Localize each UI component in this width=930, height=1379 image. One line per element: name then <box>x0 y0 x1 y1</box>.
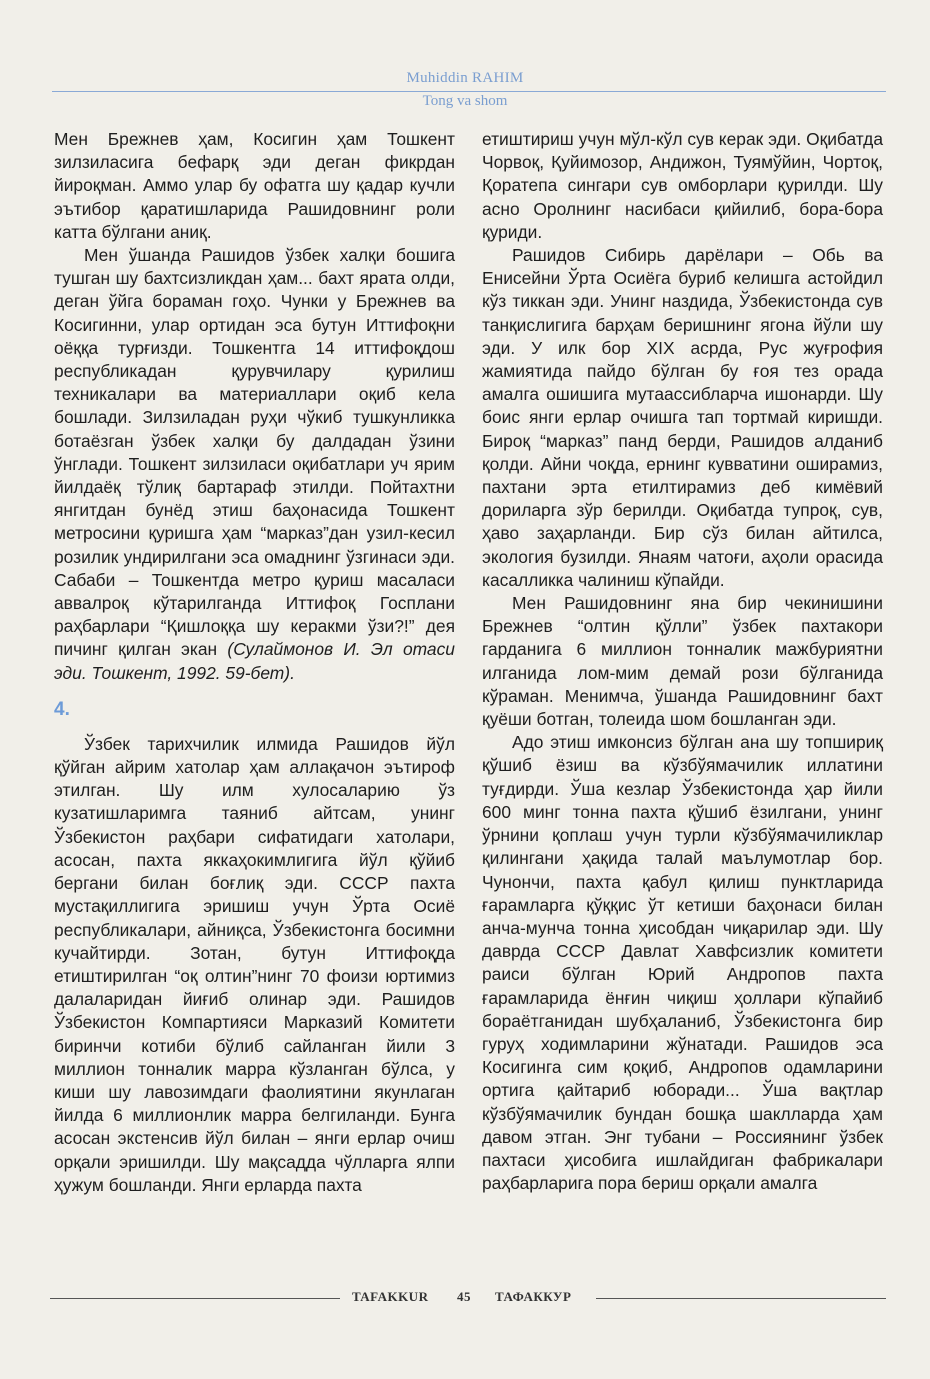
page-footer <box>0 1287 930 1313</box>
citation: (Сулаймонов И. Эл отаси эди. Тошкент, 1992. 59-бет). <box>54 639 455 683</box>
paragraph: етиштириш учун мўл-кўл сув керак эди. Оқибатда Чорвоқ, Қуйимозор, Андижон, Туямўйин, Чортоқ, Қоратепа сингари сув омборлари қурилди. Шу асно Оролнинг насибаси қийилиб, бора-бора қуриди. <box>482 129 883 242</box>
paragraph: Адо этиш имконсиз бўлган ана шу топшириқ қўшиб ёзиш ва кўзбўямачилик иллатини туғдирди. Ўша кезлар Ўзбекистонда ҳар йили 600 минг тонна пахта қўшиб ёзилгани, унинг ўрнини қоплаш учун турли кўзбўямачиликлар қилингани ҳақида талай маълумотлар бор. Чунончи, пахта қабул қилиш пунктларида ғарамларга қўққис ўт кетиши баҳонаси билан анча-мунча тонна ҳисобдан чиқарилар эди. Шу даврда СССР Давлат Хавфсизлик комитети раиси бўлган Юрий Андропов пахта ғарамларида ёнғин чиқиш ҳоллари кўпайиб бораётганидан шубҳаланиб, Ўзбекистонга бир гуруҳ ходимларини жўнатади. Рашидов эса Косигинга сим қоқиб, Андропов одамларини ортига қайтариб юборади... Ўша вақтлар кўзбўямачилик бундан бошқа шаклларда ҳам давом этган. Энг тубани – Россиянинг ўзбек пахтаси ҳисобига ишлайдиган фабрикалари раҳбарларига пора бериш орқали амалга <box>482 732 883 1194</box>
footer-rule-left <box>50 1298 340 1299</box>
paragraph: Мен Брежнев ҳам, Косигин ҳам Тошкент зилзиласига бефарқ эди деган фикрдан йироқман. Аммо улар бу офатга шу қадар кучли эътибор қаратишларида Рашидовнинг роли катта бўлгани аниқ. <box>54 129 455 242</box>
right-column <box>482 128 883 1195</box>
paragraph <box>54 244 455 685</box>
footer-magazine-cyrillic: ТАФАККУР <box>495 1289 572 1304</box>
paragraph: Ўзбек тарихчилик илмида Рашидов йўл қўйган айрим хатолар ҳам аллақачон эътироф этилган. Шу илм хулосаларию ўз кузатишларимга таяниб айтсам, унинг Ўзбекистон раҳбари сифатидаги хатолари, асосан, пахта яккаҳокимлигига йўл қўйиб бергани билан боғлиқ эди. СССР пахта мустақиллигига эришиш учун Ўрта Осиё республикалари, айниқса, Ўзбекистонга босимни кучайтирди. Зотан, бутун Иттифоқда етиштирилган “оқ олтин”нинг 70 фоизи юртимиз далаларидан йиғиб олинар эди. Рашидов Ўзбекистон Компартияси Марказий Комитети биринчи котиби бўлиб сайланган йили 3 миллион тонналик марра кўзланган бўлса, у киши шу лавозимдаги фаолиятини якунлаган йилда 6 миллионлик марра белгиланди. Бунга асосан экстенсив йўл билан – янги ерлар очиш орқали эришилди. Шу мақсадда чўлларга ялпи ҳужум бошланди. Янги ерларда пахта <box>54 733 455 1195</box>
paragraph: Рашидов Сибирь дарёлари – Обь ва Енисейни Ўрта Осиёга буриб келишга астойдил кўз тиккан эди. Унинг наздида, Ўзбекистонда сув танқислигига барҳам беришнинг ягона йўли шу эди. У илк бор XIX асрда, Рус жуғрофия жамиятида пайдо бўлган бу ғоя тез орада амалга ошишига мутаассибларча ишонарди. Шу боис янги ерлар очишга тап тортмай киришди. Бироқ “марказ” панд берди, Рашидов алданиб қолди. Айни чоқда, ернинг кувватини оширамиз, пахтани эрта етилтирамиз деб кимёвий дориларга зўр берилди. Оқибатда тупроқ, сув, ҳаво заҳарланди. Бир сўз билан айтилса, экология бузилди. Янаям чатоғи, аҳоли орасида касалликка чалиниш кўпайди. <box>482 245 883 590</box>
header-rule <box>52 91 886 92</box>
running-header-title: Tong va shom <box>422 93 508 109</box>
footer-magazine-latin: TAFAKKUR <box>352 1289 429 1304</box>
left-column <box>54 128 455 1197</box>
paragraph: Мен Рашидовнинг яна бир чекинишини Брежнев “олтин қўлли” ўзбек пахтакори гарданига 6 миллион тонналик мажбуриятни илганида лом-мим демай рози бўлганида кўраман. Менимча, ўшанда Рашидовнинг бахт қуёши ботган, толеида шом бошланган эди. <box>482 593 883 730</box>
footer-rule-right <box>596 1298 886 1299</box>
section-number: 4. <box>54 698 70 720</box>
running-header-author: Muhiddin RAHIM <box>406 70 524 86</box>
page-number: 45 <box>457 1289 471 1304</box>
paragraph-text: Мен ўшанда Рашидов ўзбек халқи бошига тушган шу бахтсизликдан ҳам... бахт ярата олди, деган ўйга бораман гоҳо. Чунки у Брежнев ва Косигинни, улар ортидан эса бутун Иттифоқни оёққа турғизди. Тошкентга 14 иттифоқдош республикадан қурувчилару қурилиш техникалари ва материаллари оқиб кела бошлади. Зилзиладан руҳи чўкиб тушкунликка ботаёзган ўзбек халқи бу далдадан ўзини ўнглади. Тошкент зилзиласи оқибатлари уч ярим йилдаёқ тўлиқ бартараф этилди. Пойтахтни янгитдан бунёд этиш баҳонасида Тошкент метросини қуришга ҳам “марказ”дан узил-кесил розилик ундирилгани эса омаднинг ўзгинаси эди. Сабаби – Тошкентда метро қуриш масаласи аввалроқ кўтарилганда Иттифоқ Госплани раҳбарлари “Қишлоққа шу керакми ўзи?!” дея пичинг қилган экан <box>54 245 455 660</box>
